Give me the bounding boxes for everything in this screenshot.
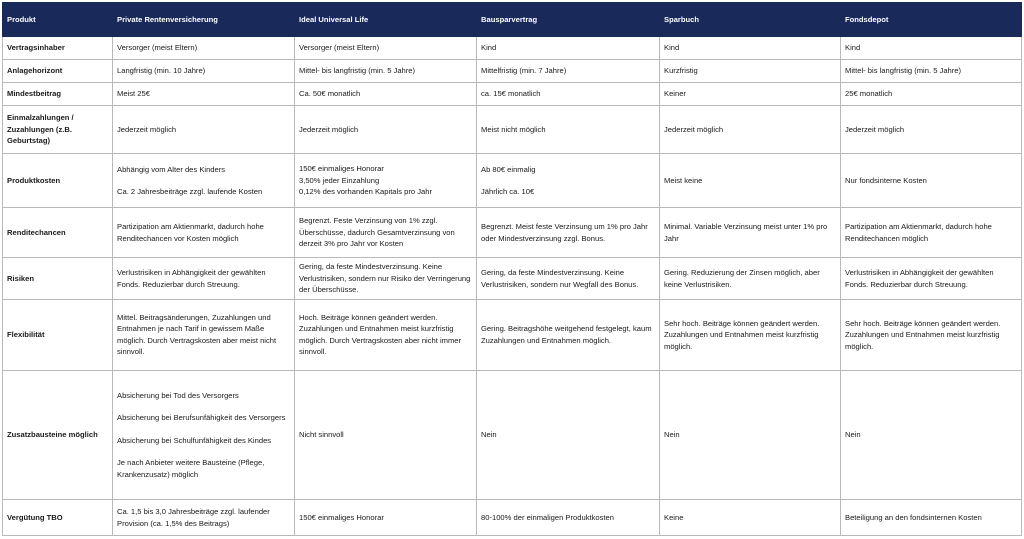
cell-text: Jährlich ca. 10€ bbox=[481, 187, 535, 197]
table-cell bbox=[841, 300, 1022, 371]
table-cell bbox=[841, 258, 1022, 300]
table-cell bbox=[841, 370, 1022, 499]
table-row bbox=[3, 153, 1022, 207]
row-label: Risiken bbox=[3, 258, 113, 300]
cell-text: Verlustrisiken in Abhängigkeit der gewählten Fonds. Reduzierbar durch Streuung. bbox=[845, 268, 994, 289]
table-cell bbox=[113, 300, 295, 371]
table-cell bbox=[477, 105, 660, 153]
row-label: Vertragsinhaber bbox=[3, 37, 113, 60]
cell-text: Ca. 1,5 bis 3,0 Jahresbeiträge zzgl. laufender Provision (ca. 1,5% des Beitrags) bbox=[117, 507, 270, 528]
cell-text: Keine bbox=[664, 512, 684, 522]
cell-text: Je nach Anbieter weitere Bausteine (Pflege, Krankenzusatz) möglich bbox=[117, 458, 265, 479]
table-cell bbox=[660, 82, 841, 105]
table-row bbox=[3, 37, 1022, 60]
cell-text: Minimal. Variable Verzinsung meist unter 1% pro Jahr bbox=[664, 222, 828, 243]
cell-text: Absicherung bei Berufsunfähigkeit des Versorgers bbox=[117, 413, 286, 423]
cell-text: Versorger (meist Eltern) bbox=[117, 43, 198, 53]
table-cell bbox=[477, 82, 660, 105]
cell-text: Absicherung bei Tod des Versorgers bbox=[117, 390, 239, 400]
table-cell bbox=[295, 300, 477, 371]
row-label: Einmalzahlungen / Zuzahlungen (z.B. Geburtstag) bbox=[3, 105, 113, 153]
table-cell bbox=[295, 153, 477, 207]
cell-text: Ab 80€ einmalig bbox=[481, 164, 536, 174]
table-cell bbox=[660, 105, 841, 153]
cell-text: Nein bbox=[845, 430, 861, 440]
cell-text: Gering. Beitragshöhe weitgehend festgelegt, kaum Zuzahlungen und Entnahmen möglich. bbox=[481, 324, 652, 345]
table-cell bbox=[295, 370, 477, 499]
header-sparbuch: Sparbuch bbox=[660, 3, 841, 37]
table-cell bbox=[841, 208, 1022, 258]
cell-text: Sehr hoch. Beiträge können geändert werden. Zuzahlungen und Entnahmen meist kurzfristig möglich. bbox=[845, 318, 1001, 351]
cell-text: Kind bbox=[664, 43, 680, 53]
row-label: Vergütung TBO bbox=[3, 500, 113, 536]
cell-text: Jederzeit möglich bbox=[299, 124, 359, 134]
cell-text: 150€ einmaliges Honorar bbox=[299, 512, 384, 522]
cell-text: 25€ monatlich bbox=[845, 89, 893, 99]
table-cell bbox=[477, 208, 660, 258]
table-cell bbox=[660, 370, 841, 499]
cell-text: Sehr hoch. Beiträge können geändert werden. Zuzahlungen und Entnahmen meist kurzfristig möglich. bbox=[664, 318, 820, 351]
table-cell bbox=[113, 208, 295, 258]
table-cell bbox=[841, 82, 1022, 105]
table-cell bbox=[660, 300, 841, 371]
cell-text: Partizipation am Aktienmarkt, dadurch hohe Renditechancen vor Kosten möglich bbox=[117, 222, 264, 243]
header-produkt: Produkt bbox=[3, 3, 113, 37]
cell-text: Meist 25€ bbox=[117, 89, 150, 99]
table-cell bbox=[841, 153, 1022, 207]
table-row bbox=[3, 82, 1022, 105]
table-cell bbox=[113, 153, 295, 207]
table-cell bbox=[841, 59, 1022, 82]
table-cell bbox=[660, 59, 841, 82]
cell-text: Meist keine bbox=[664, 175, 703, 185]
table-cell bbox=[113, 258, 295, 300]
cell-text: ca. 15€ monatlich bbox=[481, 89, 541, 99]
table-cell bbox=[295, 59, 477, 82]
table-cell bbox=[113, 82, 295, 105]
cell-text: Beteiligung an den fondsinternen Kosten bbox=[845, 512, 982, 522]
table-cell bbox=[841, 37, 1022, 60]
table-cell bbox=[660, 500, 841, 536]
cell-text: Kind bbox=[845, 43, 861, 53]
table-cell bbox=[660, 208, 841, 258]
cell-text: Mittel- bis langfristig (min. 5 Jahre) bbox=[299, 66, 416, 76]
table-cell bbox=[477, 500, 660, 536]
cell-text: Nein bbox=[664, 430, 680, 440]
cell-text: 150€ einmaliges Honorar bbox=[299, 164, 384, 174]
header-fondsdepot: Fondsdepot bbox=[841, 3, 1022, 37]
cell-text: Gering, da feste Mindestverzinsung. Keine Verlustrisiken, sondern nur Risiko der Verringerung der Überschüsse. bbox=[299, 262, 471, 295]
table-cell bbox=[295, 82, 477, 105]
cell-text: Absicherung bei Schulfunfähigkeit des Kindes bbox=[117, 435, 272, 445]
table-cell bbox=[660, 258, 841, 300]
row-label: Produktkosten bbox=[3, 153, 113, 207]
cell-text: 80-100% der einmaligen Produktkosten bbox=[481, 512, 614, 522]
cell-text: Hoch. Beiträge können geändert werden. Zuzahlungen und Entnahmen meist kurzfristig möglich. Durch Vertragskosten aber nicht immer sinnvoll. bbox=[299, 312, 462, 357]
table-cell bbox=[295, 258, 477, 300]
table-row bbox=[3, 105, 1022, 153]
cell-text: Verlustrisiken in Abhängigkeit der gewählten Fonds. Reduzierbar durch Streuung. bbox=[117, 268, 266, 289]
table-cell bbox=[660, 37, 841, 60]
table-row bbox=[3, 300, 1022, 371]
row-label: Renditechancen bbox=[3, 208, 113, 258]
table-cell bbox=[113, 370, 295, 499]
table-body bbox=[3, 37, 1022, 536]
cell-text: Gering. Reduzierung der Zinsen möglich, aber keine Verlustrisiken. bbox=[664, 268, 820, 289]
table-cell bbox=[295, 500, 477, 536]
header-row bbox=[3, 3, 1022, 37]
line-gap bbox=[481, 175, 655, 186]
table-row bbox=[3, 208, 1022, 258]
cell-text: Partizipation am Aktienmarkt, dadurch hohe Renditechancen möglich bbox=[845, 222, 992, 243]
cell-text: Ca. 50€ monatlich bbox=[299, 89, 361, 99]
cell-text: Keiner bbox=[664, 89, 686, 99]
line-gap bbox=[117, 175, 290, 186]
comparison-table bbox=[2, 2, 1022, 536]
table-row bbox=[3, 370, 1022, 499]
cell-text: Ca. 2 Jahresbeiträge zzgl. laufende Kosten bbox=[117, 187, 263, 197]
cell-text: Jederzeit möglich bbox=[664, 124, 724, 134]
cell-text: Mittel- bis langfristig (min. 5 Jahre) bbox=[845, 66, 962, 76]
cell-text: Mittel. Beitragsänderungen, Zuzahlungen und Entnahmen je nach Tarif in gewissem Maße möglich. Durch Vertragskosten aber meist nicht sinnvoll. bbox=[117, 312, 277, 357]
table-cell bbox=[295, 37, 477, 60]
cell-text: Nicht sinnvoll bbox=[299, 430, 344, 440]
table-cell bbox=[477, 258, 660, 300]
table-row bbox=[3, 500, 1022, 536]
table-cell bbox=[113, 500, 295, 536]
table-cell bbox=[113, 37, 295, 60]
cell-text: Gering, da feste Mindestverzinsung. Keine Verlustrisiken, sondern nur Wegfall des Bonus. bbox=[481, 268, 639, 289]
header-private-rentenversicherung: Private Rentenversicherung bbox=[113, 3, 295, 37]
cell-text: Nur fondsinterne Kosten bbox=[845, 175, 927, 185]
table-cell bbox=[113, 59, 295, 82]
row-label: Mindestbeitrag bbox=[3, 82, 113, 105]
table-cell bbox=[841, 105, 1022, 153]
cell-text: Kurzfristig bbox=[664, 66, 698, 76]
table-cell bbox=[477, 370, 660, 499]
cell-text: Meist nicht möglich bbox=[481, 124, 546, 134]
table-cell bbox=[477, 300, 660, 371]
header-bausparvertrag: Bausparvertrag bbox=[477, 3, 660, 37]
cell-text: Kind bbox=[481, 43, 497, 53]
table-cell bbox=[660, 153, 841, 207]
header-ideal-universal-life: Ideal Universal Life bbox=[295, 3, 477, 37]
cell-text: Mittelfristig (min. 7 Jahre) bbox=[481, 66, 567, 76]
table-cell bbox=[295, 105, 477, 153]
cell-text: Abhängig vom Alter des Kinders bbox=[117, 164, 226, 174]
cell-text: 0,12% des vorhanden Kapitals pro Jahr bbox=[299, 187, 432, 197]
cell-text: Begrenzt. Meist feste Verzinsung um 1% pro Jahr oder Mindestverzinsung zzgl. Bonus. bbox=[481, 222, 648, 243]
cell-text: Langfristig (min. 10 Jahre) bbox=[117, 66, 206, 76]
cell-text: Versorger (meist Eltern) bbox=[299, 43, 380, 53]
table-row bbox=[3, 59, 1022, 82]
cell-text: Jederzeit möglich bbox=[117, 124, 177, 134]
cell-text: Begrenzt. Feste Verzinsung von 1% zzgl. Überschüsse, dadurch Gesamtverzinsung von derzeit 3% pro Jahr vor Kosten bbox=[299, 216, 455, 249]
table-row bbox=[3, 258, 1022, 300]
table-cell bbox=[477, 153, 660, 207]
table-cell bbox=[477, 37, 660, 60]
cell-text: Nein bbox=[481, 430, 497, 440]
row-label: Zusatzbausteine möglich bbox=[3, 370, 113, 499]
table-cell bbox=[841, 500, 1022, 536]
table-cell bbox=[295, 208, 477, 258]
row-label: Anlagehorizont bbox=[3, 59, 113, 82]
table-cell bbox=[477, 59, 660, 82]
row-label: Flexibilität bbox=[3, 300, 113, 371]
table-cell bbox=[113, 105, 295, 153]
cell-text: 3,50% jeder Einzahlung bbox=[299, 175, 380, 185]
cell-text: Jederzeit möglich bbox=[845, 124, 905, 134]
